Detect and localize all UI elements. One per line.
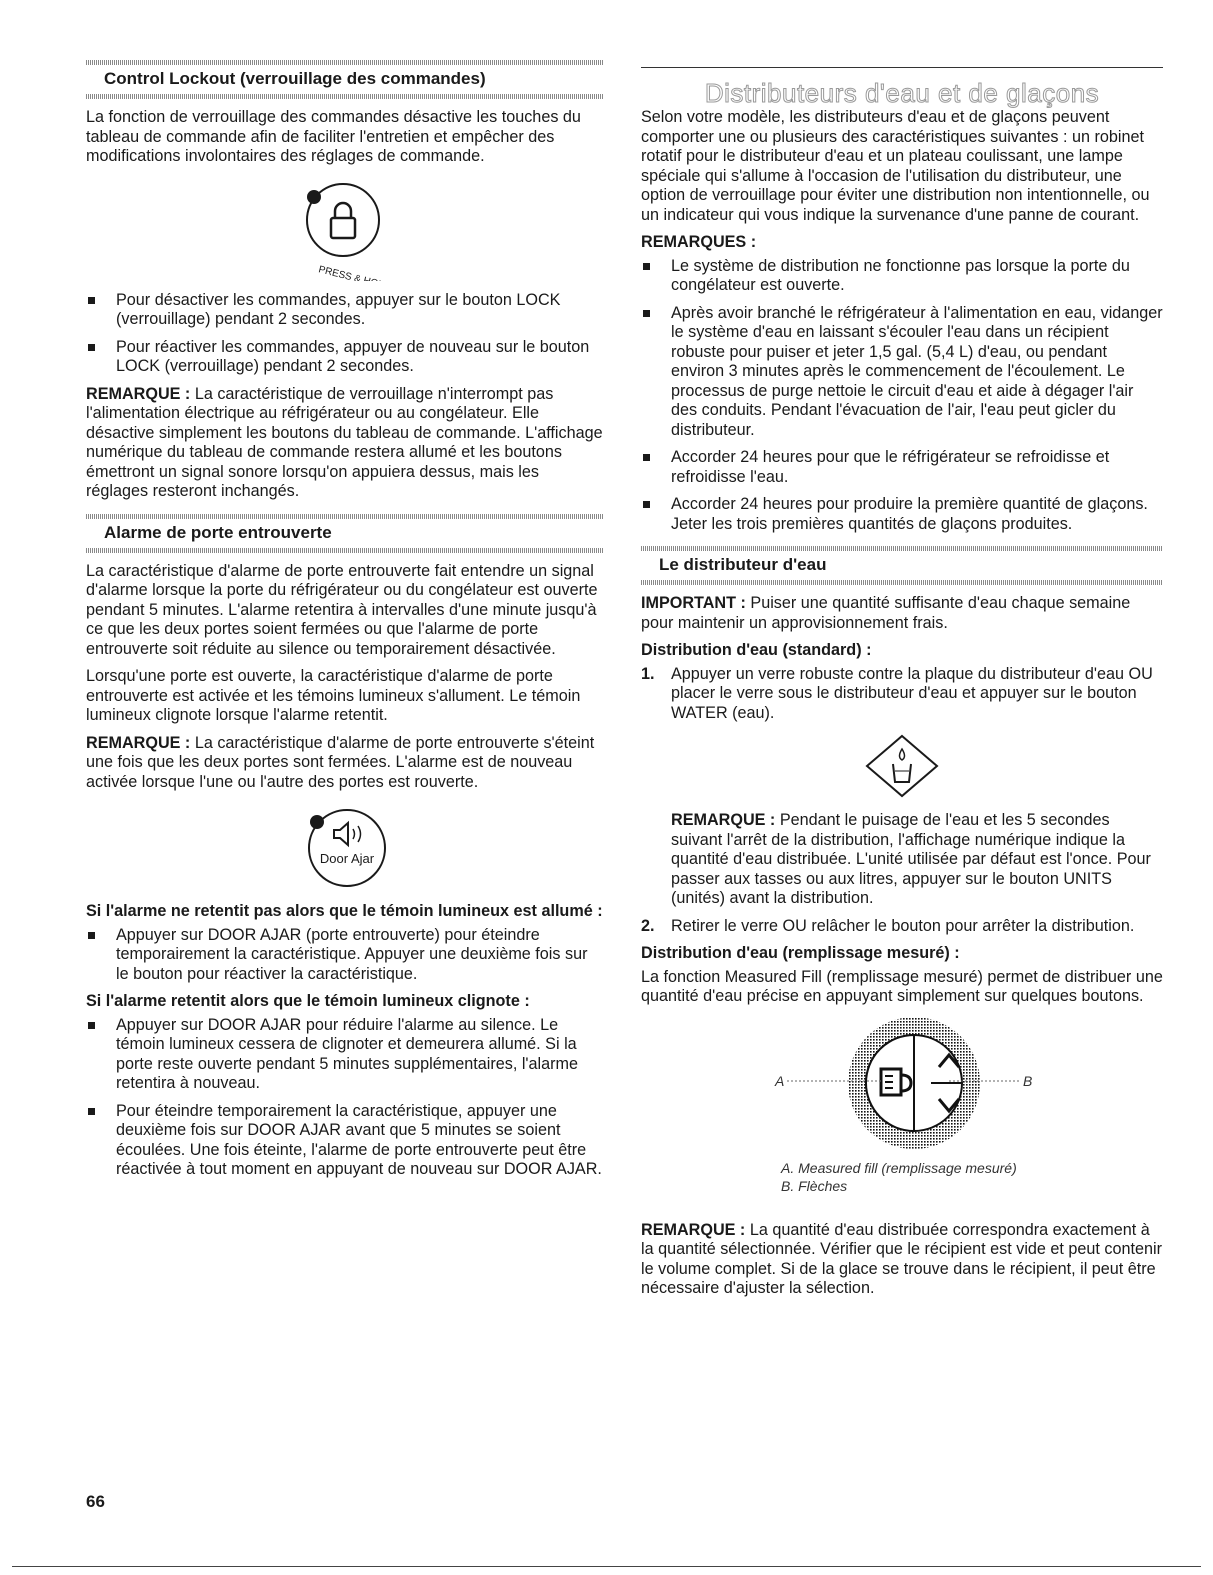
- lockout-bullet-1: Pour désactiver les commandes, appuyer sur le bouton LOCK (verrouillage) pendant 2 secondes.: [116, 290, 561, 328]
- dispenser-intro: Selon votre modèle, les distributeurs d'eau et de glaçons peuvent comporter une ou plusieurs des caractéristiques suivantes : un robinet rotatif pour le distributeur d'eau et un plateau coulissant, une lampe spéciale qui s'allume à l'occasion de l'utilisation du distributeur, une option de verrouillage pour éviter une distribution non intentionnelle, ou un indicateur qui vous indique la survenance d'une panne de courant.: [641, 108, 1150, 224]
- remark-text: La caractéristique d'alarme de porte entrouverte s'éteint une fois que les deux portes sont fermées. L'alarme est de nouveau activée lorsque l'une ou l'autre des portes est rouverte.: [86, 733, 595, 791]
- water-heading: Le distributeur d'eau: [659, 555, 827, 574]
- press-hold-label: PRESS & HOLD: [317, 263, 392, 281]
- standard-heading: Distribution d'eau (standard) :: [641, 641, 872, 659]
- door-alarm-p1: La caractéristique d'alarme de porte entrouverte fait entendre un signal d'alarme lorsque la porte du réfrigérateur ou du congélateur est ouverte pendant 5 minutes. L'alarme retentira à intervalles d'une minute jusqu'à ce que les deux portes soient fermées ou que l'alarme de porte entrouverte soit réduite au silence ou temporairement désactivée.: [86, 561, 598, 658]
- page-title: Distributeurs d'eau et de glaçons: [704, 78, 1100, 108]
- list-item: [86, 926, 604, 985]
- list-item: [86, 1102, 604, 1180]
- remark-text: La quantité d'eau distribuée correspondra exactement à la quantité sélectionnée. Vérifier que le récipient est vide et peut contenir le volume complet. Si de la glace se trouve dans le récipient, il peut être nécessaire d'ajuster la sélection.: [641, 1220, 1163, 1297]
- caption-a: A. Measured fill (remplissage mesuré): [781, 1159, 1017, 1176]
- callout-a: A: [775, 1072, 785, 1089]
- measured-heading: Distribution d'eau (remplissage mesuré) :: [641, 944, 960, 962]
- lockout-section-header: [86, 65, 604, 94]
- door-alarm-section-header: [86, 519, 604, 548]
- remark-label: REMARQUE :: [671, 811, 776, 829]
- important-text: Puiser une quantité suffisante d'eau chaque semaine pour maintenir un approvisionnement frais.: [641, 594, 1131, 632]
- list-item: [641, 495, 1163, 534]
- remark-bullet-3: Accorder 24 heures pour que le réfrigérateur se refroidisse et refroidisse l'eau.: [671, 448, 1110, 486]
- list-item: [86, 291, 604, 330]
- section-rule: [86, 60, 604, 65]
- remarks-label: REMARQUES :: [641, 233, 757, 251]
- important-note: [641, 594, 1163, 633]
- title-rule: [641, 67, 1163, 68]
- door-alarm-sub1: Si l'alarme ne retentit pas alors que le témoin lumineux est allumé :: [86, 902, 603, 920]
- water-section-header: [641, 551, 1163, 580]
- important-label: IMPORTANT :: [641, 594, 746, 612]
- water-button-figure: [862, 731, 942, 801]
- list-item: [86, 338, 604, 377]
- door-ajar-figure: [290, 800, 400, 892]
- sub2-bullet-1: Appuyer sur DOOR AJAR pour réduire l'alarme au silence. Le témoin lumineux cessera de clignoter et demeurera allumé. Si la porte reste ouverte pendant 5 minutes supplémentaires, l'alarme retentira à nouveau.: [116, 1015, 578, 1092]
- measured-text: La fonction Measured Fill (remplissage mesuré) permet de distribuer une quantité d'eau précise en appuyant simplement sur quelques boutons.: [641, 967, 1163, 1005]
- remark-text: La caractéristique de verrouillage n'interrompt pas l'alimentation électrique au réfrigérateur ou au congélateur. Elle désactive simplement les boutons du tableau de commande. L'affichage numérique du tableau de commande restera allumé et les boutons émettront un signal sonore lorsqu'on appuiera dessus, mais les réglages resteront inchangés.: [86, 384, 603, 500]
- bottom-rule: [12, 1566, 1201, 1567]
- door-ajar-label: Door Ajar: [319, 851, 375, 866]
- lockout-remark: [86, 385, 604, 502]
- door-alarm-p2: Lorsqu'une porte est ouverte, la caractéristique d'alarme de porte entrouverte est activée et les témoins lumineux s'allument. Le témoin lumineux clignote lorsque l'alarme retentit.: [86, 667, 581, 724]
- measured-fill-figure: [771, 1015, 1071, 1155]
- right-column: [641, 60, 1163, 1307]
- remark-bullet-1: Le système de distribution ne fonctionne pas lorsque la porte du congélateur est ouverte.: [671, 256, 1130, 294]
- section-rule: [86, 514, 604, 519]
- figure-caption: [641, 1159, 1163, 1195]
- list-item: [641, 448, 1163, 487]
- section-rule: [641, 546, 1163, 551]
- step-number: 2.: [641, 916, 655, 935]
- caption-b: B. Flèches: [781, 1177, 848, 1194]
- callout-b: B: [1023, 1072, 1033, 1089]
- step-2-text: Retirer le verre OU relâcher le bouton pour arrêter la distribution.: [671, 916, 1135, 935]
- section-rule: [641, 580, 1163, 585]
- door-alarm-sub2: Si l'alarme retentit alors que le témoin lumineux clignote :: [86, 992, 530, 1010]
- lockout-heading: Control Lockout (verrouillage des commandes): [104, 69, 486, 88]
- lockout-bullet-2: Pour réactiver les commandes, appuyer de nouveau sur le bouton LOCK (verrouillage) pendant 2 secondes.: [116, 337, 590, 375]
- page-number: 66: [86, 1492, 105, 1511]
- remark-label: REMARQUE :: [641, 1220, 746, 1239]
- remark-bullet-4: Accorder 24 heures pour produire la première quantité de glaçons. Jeter les trois premières quantités de glaçons produites.: [671, 495, 1148, 533]
- lock-icon: [280, 175, 410, 281]
- list-item: [641, 257, 1163, 296]
- lockout-intro: La fonction de verrouillage des commandes désactive les touches du tableau de commande afin de faciliter l'entretien et empêcher des modifications involontaires des réglages de commande.: [86, 108, 581, 165]
- remark-label: REMARQUE :: [86, 384, 191, 403]
- list-item: [641, 304, 1163, 441]
- door-alarm-remark: [86, 734, 604, 793]
- remark-bullet-2: Après avoir branché le réfrigérateur à l'alimentation en eau, vidanger le système d'eau en laissant s'écouler l'eau dans un récipient robuste pour puiser et jeter 1,5 gal. (5,4 L) d'eau, ou pendant environ 3 minutes après le commencement de l'écoulement. Le processus de purge nettoie le circuit d'eau et aide à dégager l'air des conduits. Pendant l'évacuation de l'air, l'eau peut gicler du distributeur.: [671, 303, 1163, 439]
- water-remark: [641, 811, 1163, 909]
- remark-label: REMARQUE :: [86, 733, 191, 752]
- section-rule: [86, 548, 604, 553]
- list-item: [86, 1016, 604, 1094]
- left-column: [86, 60, 604, 1188]
- step-1-text: Appuyer un verre robuste contre la plaque du distributeur d'eau OU placer le verre sous le distributeur d'eau et appuyer sur le bouton WATER (eau).: [671, 664, 1153, 722]
- step-number: 1.: [641, 664, 655, 683]
- water-icon: [862, 731, 942, 801]
- section-rule: [86, 94, 604, 99]
- sub1-bullet-1: Appuyer sur DOOR AJAR (porte entrouverte) pour éteindre temporairement la caractéristique. Appuyer une deuxième fois sur le bouton pour réactiver la caractéristique.: [116, 925, 588, 983]
- final-remark: [641, 1221, 1163, 1299]
- remark-text: Pendant le puisage de l'eau et les 5 secondes suivant l'arrêt de la distribution, l'affichage numérique indique la quantité d'eau distribuée. L'unité utilisée par défaut est l'once. Pour passer aux tasses ou aux litres, appuyer sur le bouton UNITS (unités) avant la distribution.: [671, 811, 1151, 907]
- step-1: [641, 665, 1163, 724]
- measured-fill-diagram: [771, 1015, 1071, 1155]
- step-2: [641, 917, 1163, 937]
- lock-button-figure: [280, 175, 410, 281]
- door-ajar-icon: [290, 800, 400, 892]
- door-alarm-heading: Alarme de porte entrouverte: [104, 522, 332, 542]
- sub2-bullet-2: Pour éteindre temporairement la caractéristique, appuyer une deuxième fois sur DOOR AJAR avant que 5 minutes se soient écoulées. Une fois éteinte, l'alarme de porte entrouverte peut être réactivée à tout moment en appuyant de nouveau sur DOOR AJAR.: [116, 1101, 602, 1178]
